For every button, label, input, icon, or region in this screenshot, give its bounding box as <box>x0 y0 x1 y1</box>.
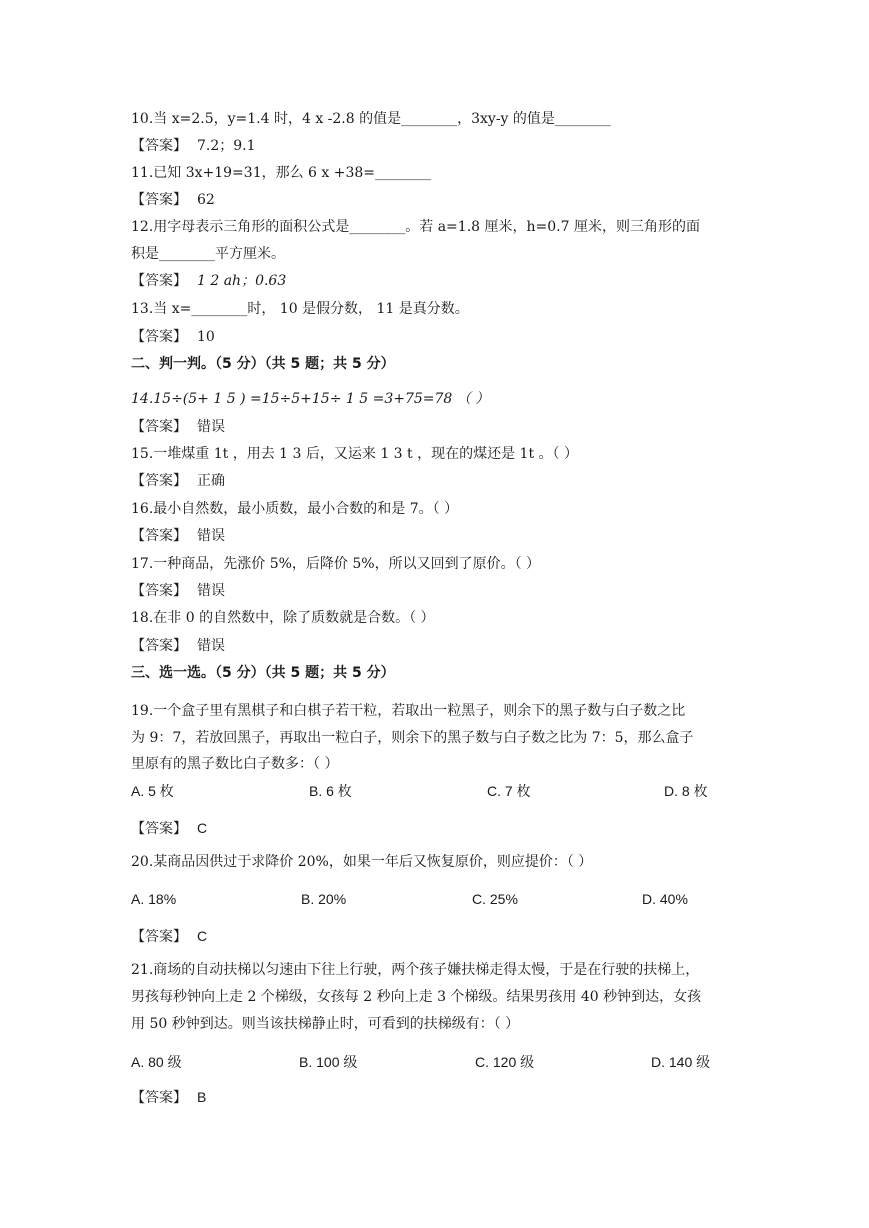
option-d: D. 140 级 <box>651 1054 711 1070</box>
question-20: 20.某商品因供过于求降价 20%，如果一年后又恢复原价，则应提价：（ ） <box>131 854 593 870</box>
answer-value: 7.2；9.1 <box>197 138 256 154</box>
answer-value: 1 2 ah；0.63 <box>197 273 287 289</box>
answer-tag: 【答案】 <box>131 1090 187 1106</box>
question-21-line3: 用 50 秒钟到达。则当该扶梯静止时，可看到的扶梯级有：（ ） <box>131 1016 520 1032</box>
answer-tag: 【答案】 <box>131 473 187 489</box>
answer-tag: 【答案】 <box>131 528 187 544</box>
answer-tag: 【答案】 <box>131 273 187 289</box>
question-12-line2: 积是________平方厘米。 <box>131 246 285 262</box>
option-b: B. 20% <box>301 891 347 907</box>
answer-10 <box>131 137 256 155</box>
answer-value: 错误 <box>197 638 225 654</box>
answer-tag: 【答案】 <box>131 138 187 154</box>
answer-value: 错误 <box>197 583 225 599</box>
option-d: D. 8 枚 <box>664 783 708 799</box>
option-a: A. 80 级 <box>131 1054 182 1070</box>
answer-tag: 【答案】 <box>131 419 187 435</box>
question-21-line2: 男孩每秒钟向上走 2 个梯级，女孩每 2 秒向上走 3 个梯级。结果男孩用 40 秒钟到达，女孩 <box>131 989 702 1005</box>
answer-tag: 【答案】 <box>131 329 187 345</box>
question-16: 16.最小自然数，最小质数，最小合数的和是 7。（ ） <box>131 501 459 517</box>
answer-value: 正确 <box>197 473 225 489</box>
answer-15 <box>131 472 225 490</box>
question-18: 18.在非 0 的自然数中，除了质数就是合数。（ ） <box>131 610 435 626</box>
question-19-line1: 19.一个盒子里有黑棋子和白棋子若干粒，若取出一粒黑子，则余下的黑子数与白子数之比 <box>131 703 686 719</box>
answer-value: 错误 <box>197 419 225 435</box>
answer-value: C <box>197 928 208 944</box>
answer-16 <box>131 527 225 545</box>
section-heading-choose: 三、选一选。（5 分）（共 5 题；共 5 分） <box>131 665 395 681</box>
section-heading-judge: 二、判一判。（5 分）（共 5 题；共 5 分） <box>131 356 395 372</box>
answer-value: 错误 <box>197 528 225 544</box>
answer-11 <box>131 191 215 209</box>
question-10: 10.当 x=2.5，y=1.4 时，4 x -2.8 的值是________，3xy-y 的值是________ <box>131 111 611 127</box>
answer-14 <box>131 418 225 436</box>
option-c: C. 120 级 <box>475 1054 535 1070</box>
answer-tag: 【答案】 <box>131 821 187 837</box>
question-13: 13.当 x=________时， 10 是假分数， 11 是真分数。 <box>131 301 469 317</box>
question-11: 11.已知 3x+19=31，那么 6 x +38=________ <box>131 165 432 181</box>
answer-13 <box>131 328 215 346</box>
answer-value: 10 <box>197 329 215 345</box>
option-d: D. 40% <box>642 891 688 907</box>
answer-tag: 【答案】 <box>131 929 187 945</box>
answer-12 <box>131 272 286 290</box>
answer-tag: 【答案】 <box>131 192 187 208</box>
question-17: 17.一种商品，先涨价 5%，后降价 5%，所以又回到了原价。（ ） <box>131 556 541 572</box>
option-b: B. 100 级 <box>299 1054 358 1070</box>
answer-value: B <box>197 1089 207 1105</box>
answer-18 <box>131 637 225 655</box>
option-a: A. 5 枚 <box>131 783 174 799</box>
option-a: A. 18% <box>131 891 177 907</box>
option-c: C. 7 枚 <box>487 783 531 799</box>
answer-value: 62 <box>197 192 215 208</box>
question-12-line1: 12.用字母表示三角形的面积公式是________。若 a=1.8 厘米，h=0.7 厘米，则三角形的面 <box>131 219 700 235</box>
answer-20 <box>131 927 207 946</box>
question-19-line3: 里原有的黑子数比白子数多：（ ） <box>131 756 339 772</box>
question-21-line1: 21.商场的自动扶梯以匀速由下往上行驶，两个孩子嫌扶梯走得太慢，于是在行驶的扶梯上， <box>131 962 700 978</box>
option-b: B. 6 枚 <box>309 783 352 799</box>
answer-value: C <box>197 820 208 836</box>
answer-tag: 【答案】 <box>131 638 187 654</box>
question-15: 15.一堆煤重 1t ，用去 1 3 后，又运来 1 3 t ，现在的煤还是 1t 。（ ） <box>131 446 578 462</box>
question-14: 14.15÷(5+ 1 5 ) =15÷5+15÷ 1 5 =3+75=78 （ ） <box>131 391 490 407</box>
answer-tag: 【答案】 <box>131 583 187 599</box>
answer-19 <box>131 819 207 838</box>
answer-17 <box>131 582 225 600</box>
option-c: C. 25% <box>472 891 518 907</box>
question-19-line2: 为 9：7，若放回黑子，再取出一粒白子，则余下的黑子数与白子数之比为 7：5，那么盒子 <box>131 730 694 746</box>
answer-21 <box>131 1088 206 1107</box>
